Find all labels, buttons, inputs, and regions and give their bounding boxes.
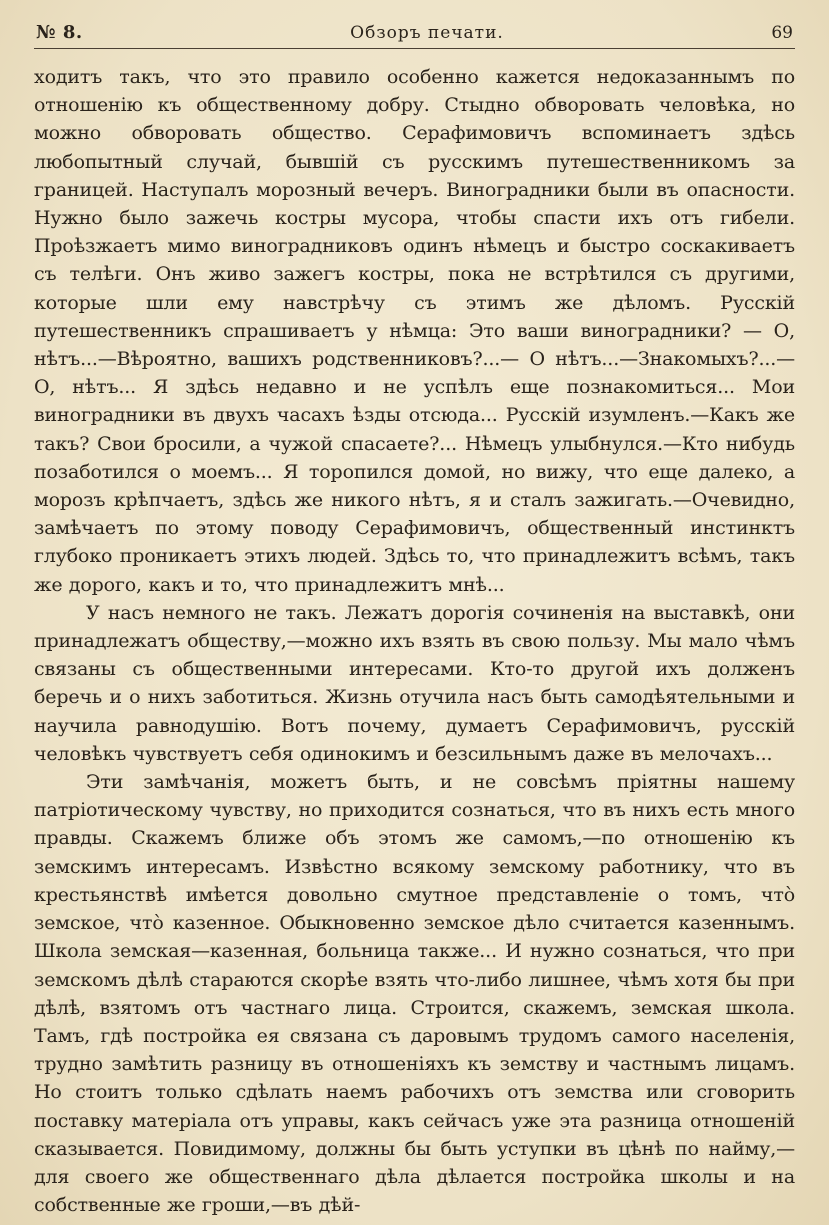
paragraph-2: У насъ немного не такъ. Лежатъ дорогія сочиненія на выставкѣ, они принадлежатъ обществу,—можно ихъ взять въ свою пользу. Мы мало чѣмъ связаны съ общественными интересами. Кто-то другой ихъ долженъ беречь и о нихъ заботиться. Жизнь отучила насъ быть самодѣятельными и научила равнодушію. Вотъ почему, думаетъ Серафимовичъ, русскій человѣкъ чувствуетъ себя одинокимъ и безсильнымъ даже въ мелочахъ... (34, 601, 795, 765)
paragraph-1: ходитъ такъ, что это правило особенно кажется недоказаннымъ по отношенію къ общественному добру. Стыдно обворовать человѣка, но можно обворовать общество. Серафимовичъ вспоминаетъ здѣсь любопытный случай, бывшій съ русскимъ путешественникомъ за границей. Наступалъ морозный вечеръ. Виноградники были въ опасности. Нужно было зажечь костры мусора, чтобы спасти ихъ отъ гибели. Проѣзжаетъ мимо виноградниковъ одинъ нѣмецъ и быстро соскакиваетъ съ телѣги. Онъ живо зажегъ костры, пока не встрѣтился съ другими, которые шли ему навстрѣчу съ этимъ же дѣломъ. Русскій путешественникъ спрашиваетъ у нѣмца: Это ваши виноградники? — О, нѣтъ...—Вѣроятно, вашихъ родственниковъ?...— О нѣтъ...—Знакомыхъ?...— О, нѣтъ... Я здѣсь недавно и не успѣлъ еще познакомиться... Мои виноградники въ двухъ часахъ ѣзды отсюда... Русскій изумленъ.—Какъ же такъ? Свои бросили, а чужой спасаете?... Нѣмецъ улыбнулся.—Кто нибудь позаботился о моемъ... Я торопился домой, но вижу, что еще далеко, а морозъ крѣпчаетъ, здѣсь же никого нѣтъ, я и сталъ зажигать.—Очевидно, замѣчаетъ по этому поводу Серафимовичъ, общественный инстинктъ глубоко проникаетъ этихъ людей. Здѣсь то, что принадлежитъ всѣмъ, такъ же дорого, какъ и то, что принадлежитъ мнѣ... (34, 66, 795, 596)
issue-number: № 8. (36, 22, 83, 43)
running-header (34, 22, 795, 49)
paragraph-3: Эти замѣчанія, можетъ быть, и не совсѣмъ пріятны нашему патріотическому чувству, но приходится сознаться, что въ нихъ есть много правды. Скажемъ ближе объ этомъ же самомъ,—по отношенію къ земскимъ интересамъ. Извѣстно всякому земскому работнику, что въ крестьянствѣ имѣется довольно смутное представленіе о томъ, что̀ земское, что̀ казенное. Обыкновенно земское дѣло считается казеннымъ. Школа земская—казенная, больница также... И нужно сознаться, что при земскомъ дѣлѣ стараются скорѣе взять что-либо лишнее, чѣмъ хотя бы при дѣлѣ, взятомъ отъ частнаго лица. Строится, скажемъ, земская школа. Тамъ, гдѣ постройка ея связана съ даровымъ трудомъ самого населенія, трудно замѣтить разницу въ отношеніяхъ къ земству и частнымъ лицамъ. Но стоитъ только сдѣлать наемъ рабочихъ отъ земства или сговорить поставку матеріала отъ управы, какъ сейчасъ уже эта разница отношеній сказывается. Повидимому, должны бы быть уступки въ цѣнѣ по найму,—для своего же общественнаго дѣла дѣлается постройка школы и на собственные же гроши,—въ дѣй- (34, 771, 795, 1217)
section-title: Обзоръ печати. (350, 23, 504, 43)
page-number: 69 (771, 23, 793, 43)
article-body (34, 63, 795, 1219)
